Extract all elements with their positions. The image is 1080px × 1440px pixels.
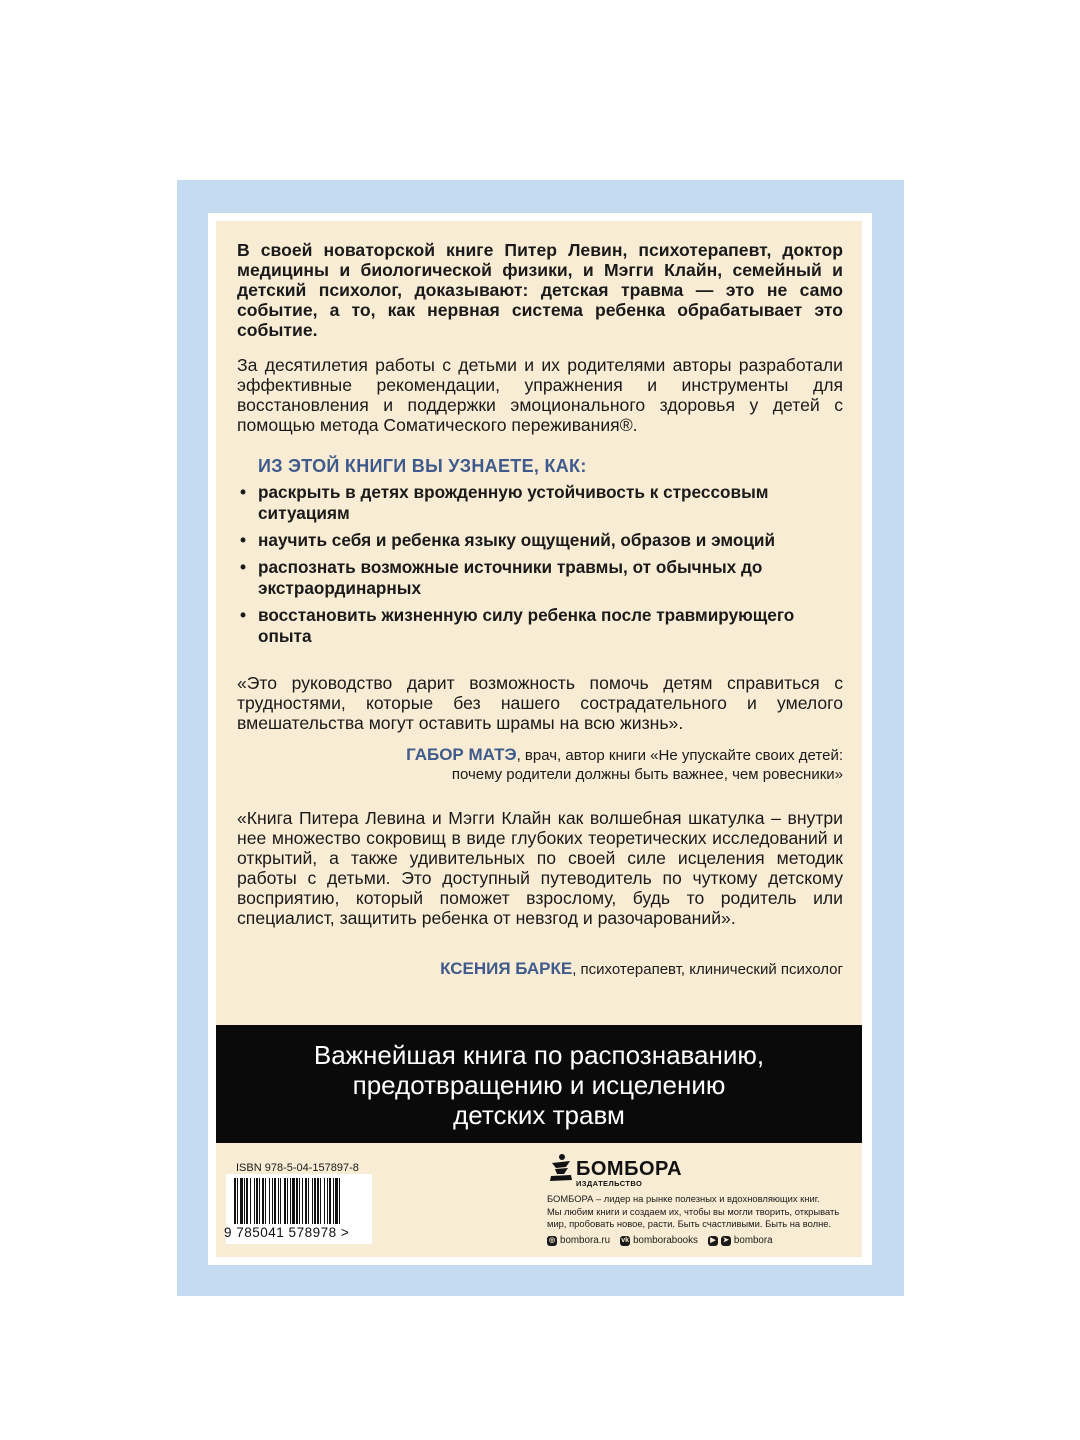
barcode-bar (246, 1178, 248, 1224)
publisher-description-line: мир, пробовать новое, расти. Быть счастливыми. Быть на волне. (547, 1218, 832, 1229)
publisher-description-line: БОМБОРА – лидер на рынке полезных и вдохновляющих книг. (547, 1193, 820, 1204)
telegram-icon: ➤ (721, 1236, 731, 1246)
barcode-bar (262, 1178, 264, 1224)
youtube-icon: ▶ (708, 1236, 718, 1246)
list-item-text: восстановить жизненную силу ребенка после травмирующего опыта (258, 605, 795, 646)
barcode-bar (240, 1178, 243, 1224)
barcode-bar (280, 1178, 281, 1224)
barcode-bar (320, 1178, 321, 1224)
tagline (216, 1040, 862, 1130)
author-role-cont: почему родители должны быть важнее, чем ровесники» (451, 766, 843, 783)
quote-mate: «Это руководство дарит возможность помочь детям справиться с трудностями, которые без нашего сострадательного и умелого вмешательства могут оставить шрамы на всю жизнь». (237, 673, 843, 733)
list-item (239, 557, 829, 599)
list-item-text: научить себя и ребенка языку ощущений, образов и эмоций (258, 530, 776, 550)
publisher-description-line: Мы любим книги и создаем их, чтобы вы могли творить, открывать (547, 1205, 840, 1217)
barcode-bar (314, 1178, 316, 1224)
tagline-line: предотвращению и исцелению (352, 1070, 726, 1100)
barcode-bar (305, 1178, 307, 1224)
list-item (239, 482, 829, 524)
bullet-icon: • (240, 605, 247, 625)
tagline-line: детских травм (453, 1100, 625, 1130)
author-role: , психотерапевт, клинический психолог (572, 961, 843, 978)
author-name: ГАБОР МАТЭ (406, 745, 517, 764)
isbn-label: ISBN 978-5-04-157897-8 (236, 1162, 359, 1174)
barcode-bar (290, 1178, 291, 1224)
social-links (547, 1235, 773, 1246)
learn-heading: ИЗ ЭТОЙ КНИГИ ВЫ УЗНАЕТЕ, КАК: (258, 456, 587, 476)
social-vk-label: bomborabooks (633, 1235, 698, 1246)
intro-paragraph: В своей новаторской книге Питер Левин, психотерапевт, доктор медицины и биологической физики, и Мэгги Клайн, семейный и детский психолог, доказывают: детская травма — это не само событие, а то, как нервная система ребенка обрабатывает это событие. (237, 240, 843, 340)
barcode-bar (250, 1178, 251, 1224)
bullet-icon: • (240, 557, 247, 577)
barcode-bar (278, 1178, 279, 1224)
barcode-bar (333, 1178, 334, 1224)
quote-attribution-barke (440, 959, 843, 979)
social-vk[interactable] (620, 1235, 698, 1246)
description-paragraph: За десятилетия работы с детьми и их родителями авторы разработали эффективные рекомендации, упражнения и инструменты для восстановления и поддержки эмоционального здоровья у детей с помощью метода Соматического переживания®. (237, 355, 843, 435)
social-label: bombora (733, 1235, 773, 1246)
author-name: КСЕНИЯ БАРКЕ (440, 959, 573, 978)
barcode-bar (259, 1178, 260, 1224)
barcode-bar (339, 1178, 340, 1224)
social-youtube-telegram[interactable] (708, 1235, 773, 1246)
barcode-bar (254, 1178, 255, 1224)
barcode-number: 9 785041 578978 > (224, 1225, 350, 1240)
list-item (239, 605, 829, 647)
author-role: , врач, автор книги «Не упускайте своих детей: (516, 747, 843, 764)
quote-attribution-mate (406, 745, 843, 784)
barcode-bar (324, 1178, 325, 1224)
social-site-label: bombora.ru (560, 1235, 611, 1246)
tagline-line: Важнейшая книга по распознаванию, (313, 1040, 765, 1070)
barcode-icon (234, 1178, 368, 1224)
barcode-bar (234, 1178, 236, 1224)
barcode-bar (269, 1178, 270, 1224)
list-item-text: распознать возможные источники травмы, от обычных до экстраординарных (258, 557, 763, 598)
barcode-bar (335, 1178, 338, 1224)
barcode-bar (302, 1178, 303, 1224)
barcode-bar (284, 1178, 286, 1224)
barcode-bar (244, 1178, 245, 1224)
barcode-bar (256, 1178, 258, 1224)
barcode-bar (299, 1178, 300, 1224)
barcode-bar (287, 1178, 288, 1224)
barcode-bar (296, 1178, 298, 1224)
list-item (239, 530, 829, 551)
bullet-icon: • (240, 530, 247, 550)
publisher-subtitle: ИЗДАТЕЛЬСТВО (576, 1179, 643, 1188)
publisher-name: БОМБОРА (576, 1158, 683, 1180)
instagram-icon: ◎ (548, 1236, 556, 1244)
list-item-text: раскрыть в детях врожденную устойчивость к стрессовым ситуациям (258, 482, 769, 523)
barcode-bar (272, 1178, 273, 1224)
quote-barke: «Книга Питера Левина и Мэгги Клайн как волшебная шкатулка – внутри нее множество сокровищ в виде глубоких теоретических исследований и открытий, а также удивительных по своей силе исцеления методик работы с детьми. Это доступный путеводитель по чуткому детскому восприятию, который поможет взрослому, будь то родитель или специалист, защитить ребенка от невзгод и разочарований». (237, 808, 843, 928)
learn-list (239, 482, 829, 653)
barcode-bar (327, 1178, 328, 1224)
barcode-bar (317, 1178, 319, 1224)
barcode-bar (237, 1178, 238, 1224)
vk-icon: vk (621, 1236, 629, 1244)
publisher-description (547, 1193, 847, 1231)
barcode-bar (292, 1178, 295, 1224)
social-site[interactable] (547, 1235, 610, 1246)
barcode-bar (308, 1178, 309, 1224)
barcode-bar (274, 1178, 276, 1224)
bombora-logo-icon (548, 1153, 574, 1183)
bullet-icon: • (240, 482, 247, 502)
barcode-bar (329, 1178, 331, 1224)
barcode-bar (312, 1178, 313, 1224)
barcode-bar (265, 1178, 266, 1224)
